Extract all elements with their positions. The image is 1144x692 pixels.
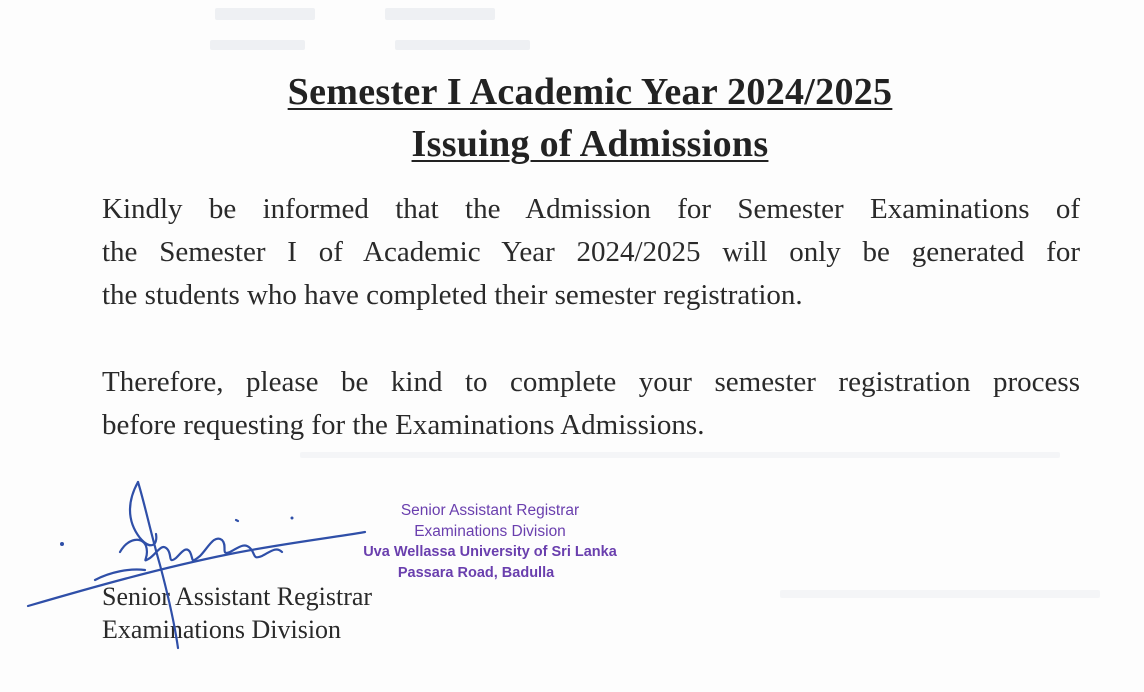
signature-dot: [291, 517, 294, 520]
scan-artifact: [395, 40, 530, 50]
paragraph-line: Kindly be informed that the Admission for Semester Examinations of: [102, 193, 1080, 225]
handwritten-signature: [0, 460, 420, 660]
stamp-line: Senior Assistant Registrar: [400, 502, 580, 519]
stamp-line: Examinations Division: [414, 523, 566, 540]
paragraph-line: the Semester I of Academic Year 2024/2025 will only be generated for: [102, 236, 1080, 268]
scan-artifact: [215, 8, 315, 20]
notice-subtitle: Issuing of Admissions: [411, 123, 769, 165]
stamp-line: Uva Wellassa University of Sri Lanka: [363, 544, 617, 560]
paragraph-line: Therefore, please be kind to complete your semester registration process: [102, 366, 1080, 398]
stamp-line: Passara Road, Badulla: [397, 565, 555, 581]
notice-paragraph-2: [102, 361, 1080, 447]
signature-dot: [60, 542, 64, 546]
scan-artifact: [385, 8, 495, 20]
notice-title: Semester I Academic Year 2024/2025: [287, 71, 893, 113]
notice-paragraph-1: [102, 188, 1080, 317]
scan-artifact: [210, 40, 305, 50]
signer-designation: Senior Assistant Registrar: [102, 582, 373, 611]
paragraph-line: the students who have completed their semester registration.: [102, 279, 803, 311]
scan-artifact: [300, 452, 1060, 458]
signer-division: Examinations Division: [102, 615, 342, 644]
paragraph-line: before requesting for the Examinations Admissions.: [102, 409, 705, 441]
scan-artifact: [780, 590, 1100, 598]
